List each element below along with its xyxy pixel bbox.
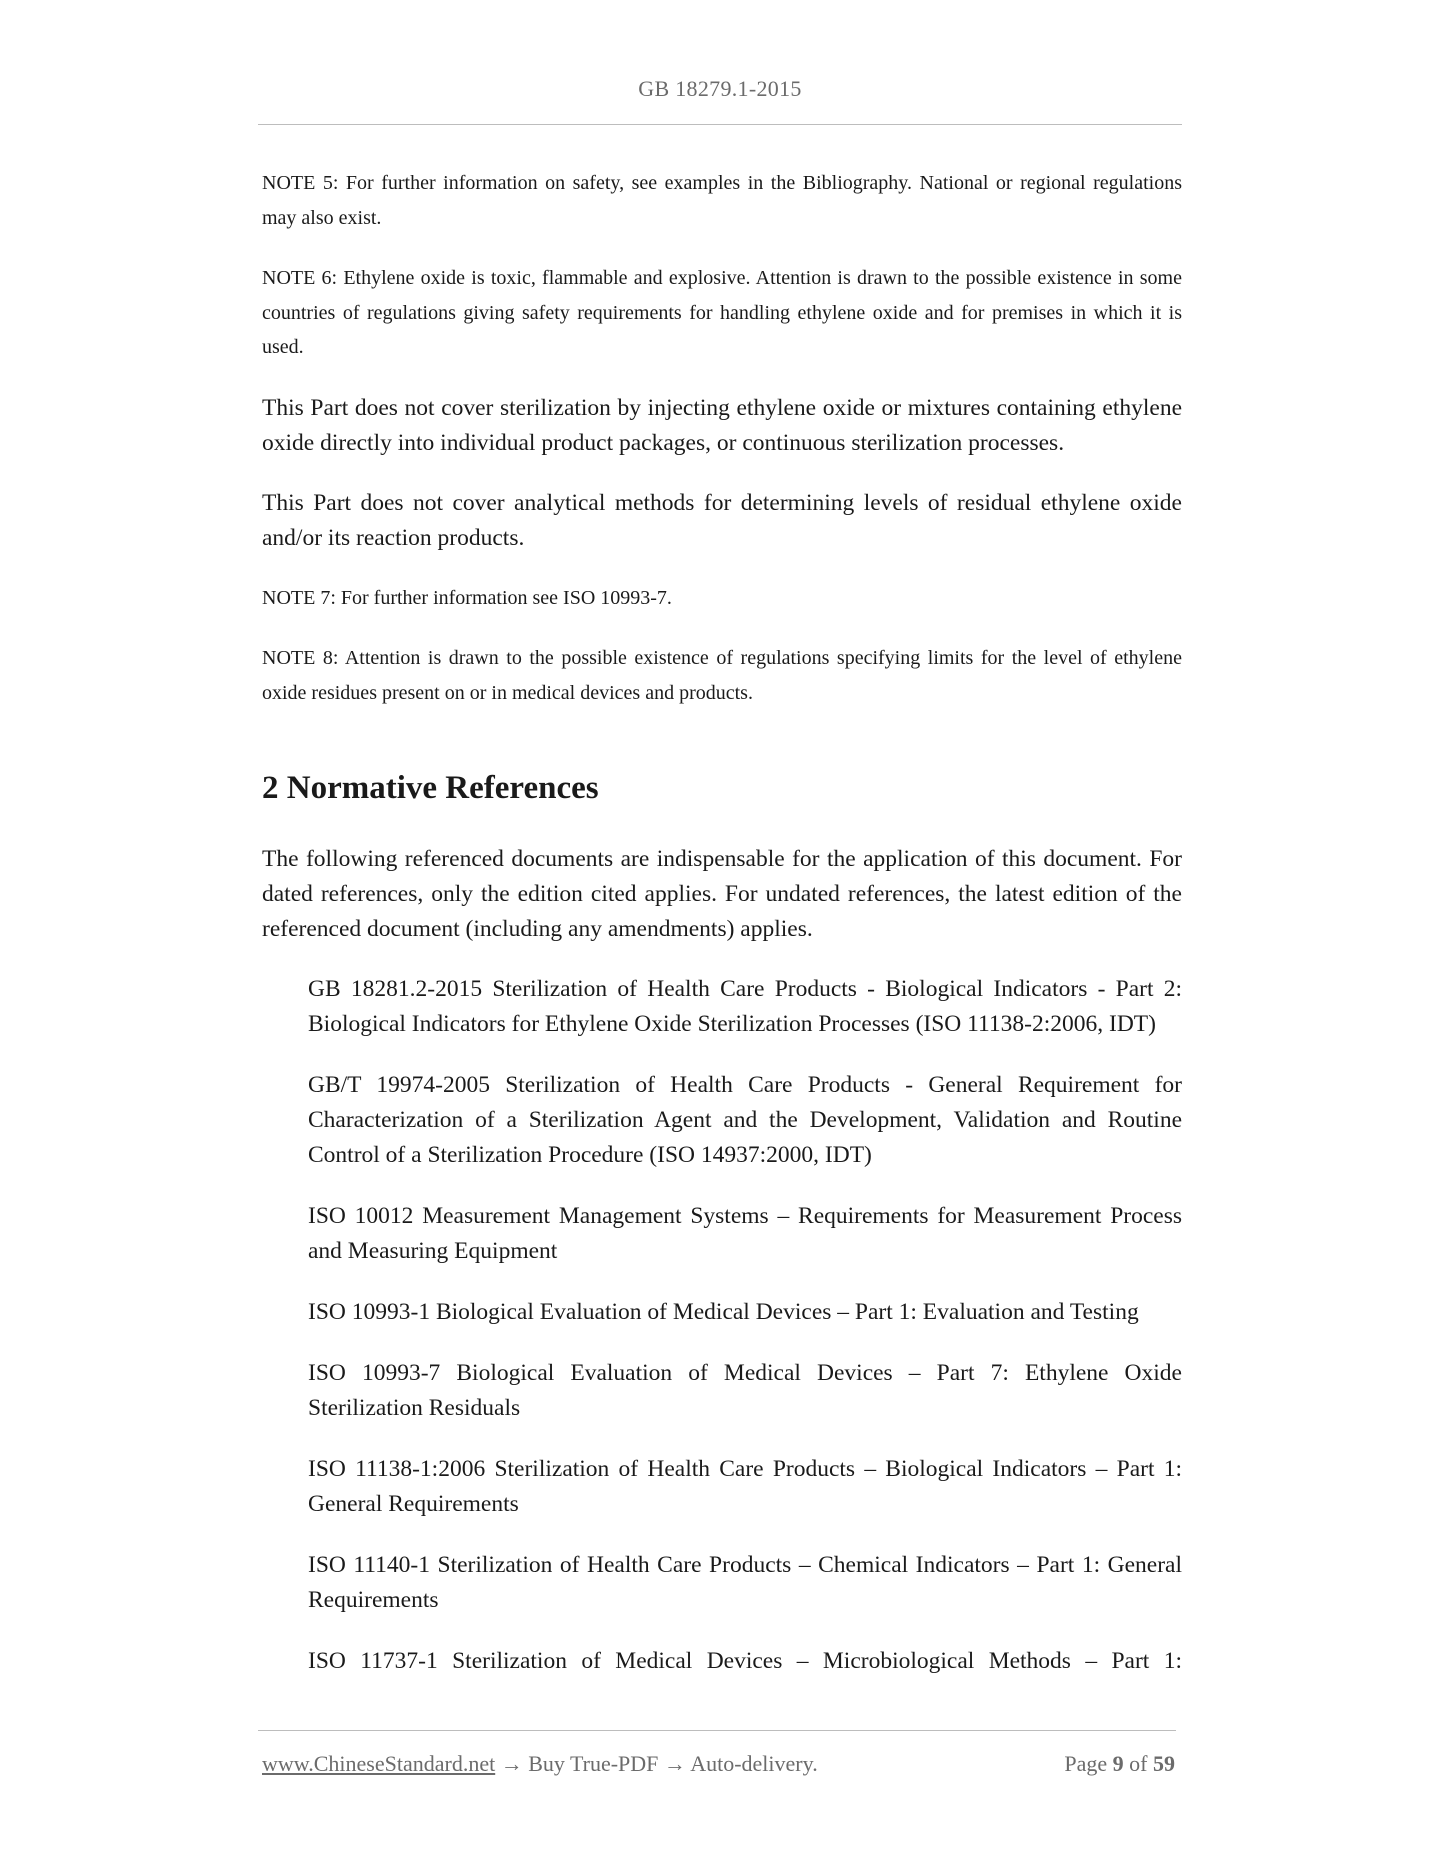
site-link[interactable]: www.ChineseStandard.net bbox=[262, 1751, 496, 1776]
note-7: NOTE 7: For further information see ISO 10993-7. bbox=[262, 586, 672, 609]
note-8: NOTE 8: Attention is drawn to the possible existence of regulations specifying limits for the level of ethylene oxide residues present on or in medical devices and products. bbox=[262, 647, 1182, 704]
reference-item: ISO 10012 Measurement Management Systems – Requirements for Measurement Process and Measuring Equipment bbox=[308, 1203, 1182, 1264]
page-indicator bbox=[1064, 1751, 1175, 1777]
arrow-right-icon: → bbox=[663, 1751, 686, 1776]
footer-divider bbox=[258, 1730, 1176, 1731]
auto-delivery-text: Auto-delivery. bbox=[690, 1751, 818, 1776]
document-header: GB 18279.1-2015 bbox=[638, 76, 802, 101]
buy-true-pdf-text: Buy True-PDF bbox=[528, 1751, 659, 1776]
page-content bbox=[262, 166, 1182, 1705]
reference-item: ISO 11737-1 Sterilization of Medical Devices – Microbiological Methods – Part 1: bbox=[308, 1648, 1182, 1674]
page-current: 9 bbox=[1112, 1751, 1124, 1776]
page-label: Page bbox=[1064, 1751, 1108, 1776]
section-heading: 2 Normative References bbox=[262, 770, 599, 806]
reference-list bbox=[262, 972, 1182, 1679]
arrow-right-icon: → bbox=[500, 1751, 523, 1776]
reference-item: ISO 11140-1 Sterilization of Health Care Products – Chemical Indicators – Part 1: General Requirements bbox=[308, 1552, 1182, 1613]
of-label: of bbox=[1129, 1751, 1148, 1776]
scope-paragraph-injection: This Part does not cover sterilization by injecting ethylene oxide or mixtures containing ethylene oxide directly into individual product packages, or continuous sterilization processes. bbox=[262, 394, 1182, 456]
reference-item: ISO 11138-1:2006 Sterilization of Health Care Products – Biological Indicators – Part 1: General Requirements bbox=[308, 1456, 1182, 1517]
note-5: NOTE 5: For further information on safety, see examples in the Bibliography. National or regional regulations may also exist. bbox=[262, 172, 1182, 229]
reference-item: ISO 10993-1 Biological Evaluation of Medical Devices – Part 1: Evaluation and Testing bbox=[308, 1299, 1139, 1325]
reference-item: GB/T 19974-2005 Sterilization of Health Care Products - General Requirement for Characterization of a Sterilization Agent and the Development, Validation and Routine Control of a Sterilization Procedure (ISO 14937:2000, IDT) bbox=[308, 1072, 1182, 1168]
section-intro: The following referenced documents are indispensable for the application of this document. For dated references, only the edition cited applies. For undated references, the latest edition of the referenced document (including any amendments) applies. bbox=[262, 846, 1182, 942]
header-divider bbox=[258, 124, 1182, 125]
page-total: 59 bbox=[1153, 1751, 1175, 1776]
reference-item: ISO 10993-7 Biological Evaluation of Medical Devices – Part 7: Ethylene Oxide Sterilization Residuals bbox=[308, 1360, 1182, 1421]
reference-item: GB 18281.2-2015 Sterilization of Health Care Products - Biological Indicators - Part 2: Biological Indicators for Ethylene Oxide Sterilization Processes (ISO 11138-2:2006, IDT) bbox=[308, 976, 1182, 1037]
footer-promo bbox=[262, 1751, 818, 1777]
note-6: NOTE 6: Ethylene oxide is toxic, flammable and explosive. Attention is drawn to the possible existence in some countries of regulations giving safety requirements for handling ethylene oxide and for premises in which it is used. bbox=[262, 267, 1182, 358]
scope-paragraph-analytical: This Part does not cover analytical methods for determining levels of residual ethylene oxide and/or its reaction products. bbox=[262, 489, 1182, 551]
